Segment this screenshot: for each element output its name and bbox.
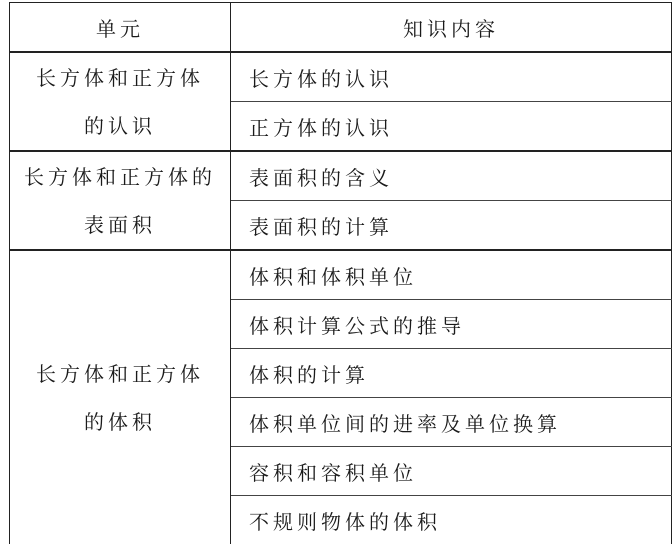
content-cell: 体积单位间的进率及单位换算 <box>231 398 672 447</box>
unit-label-line: 长方体和正方体 <box>36 65 204 90</box>
knowledge-table <box>9 2 672 544</box>
unit-label-line: 长方体和正方体的 <box>24 164 216 189</box>
unit-label-line: 长方体和正方体 <box>36 361 204 386</box>
table-row <box>10 151 672 201</box>
unit-cell-volume <box>10 250 231 544</box>
header-row <box>10 3 672 53</box>
unit-cell-surface-area <box>10 151 231 250</box>
content-cell: 体积的计算 <box>231 349 672 398</box>
header-unit: 单元 <box>10 3 231 53</box>
table-row <box>10 250 672 300</box>
content-cell: 正方体的认识 <box>231 102 672 152</box>
unit-label-line: 表面积 <box>84 212 156 237</box>
content-cell: 不规则物体的体积 <box>231 496 672 545</box>
content-cell: 体积和体积单位 <box>231 250 672 300</box>
table-row <box>10 52 672 102</box>
content-cell: 表面积的含义 <box>231 151 672 201</box>
content-cell: 体积计算公式的推导 <box>231 300 672 349</box>
content-cell: 容积和容积单位 <box>231 447 672 496</box>
content-cell: 表面积的计算 <box>231 201 672 251</box>
unit-cell-shape-recognition <box>10 52 231 151</box>
content-cell: 长方体的认识 <box>231 52 672 102</box>
header-content: 知识内容 <box>231 3 672 53</box>
unit-label-line: 的体积 <box>84 409 156 434</box>
unit-label-line: 的认识 <box>84 113 156 138</box>
